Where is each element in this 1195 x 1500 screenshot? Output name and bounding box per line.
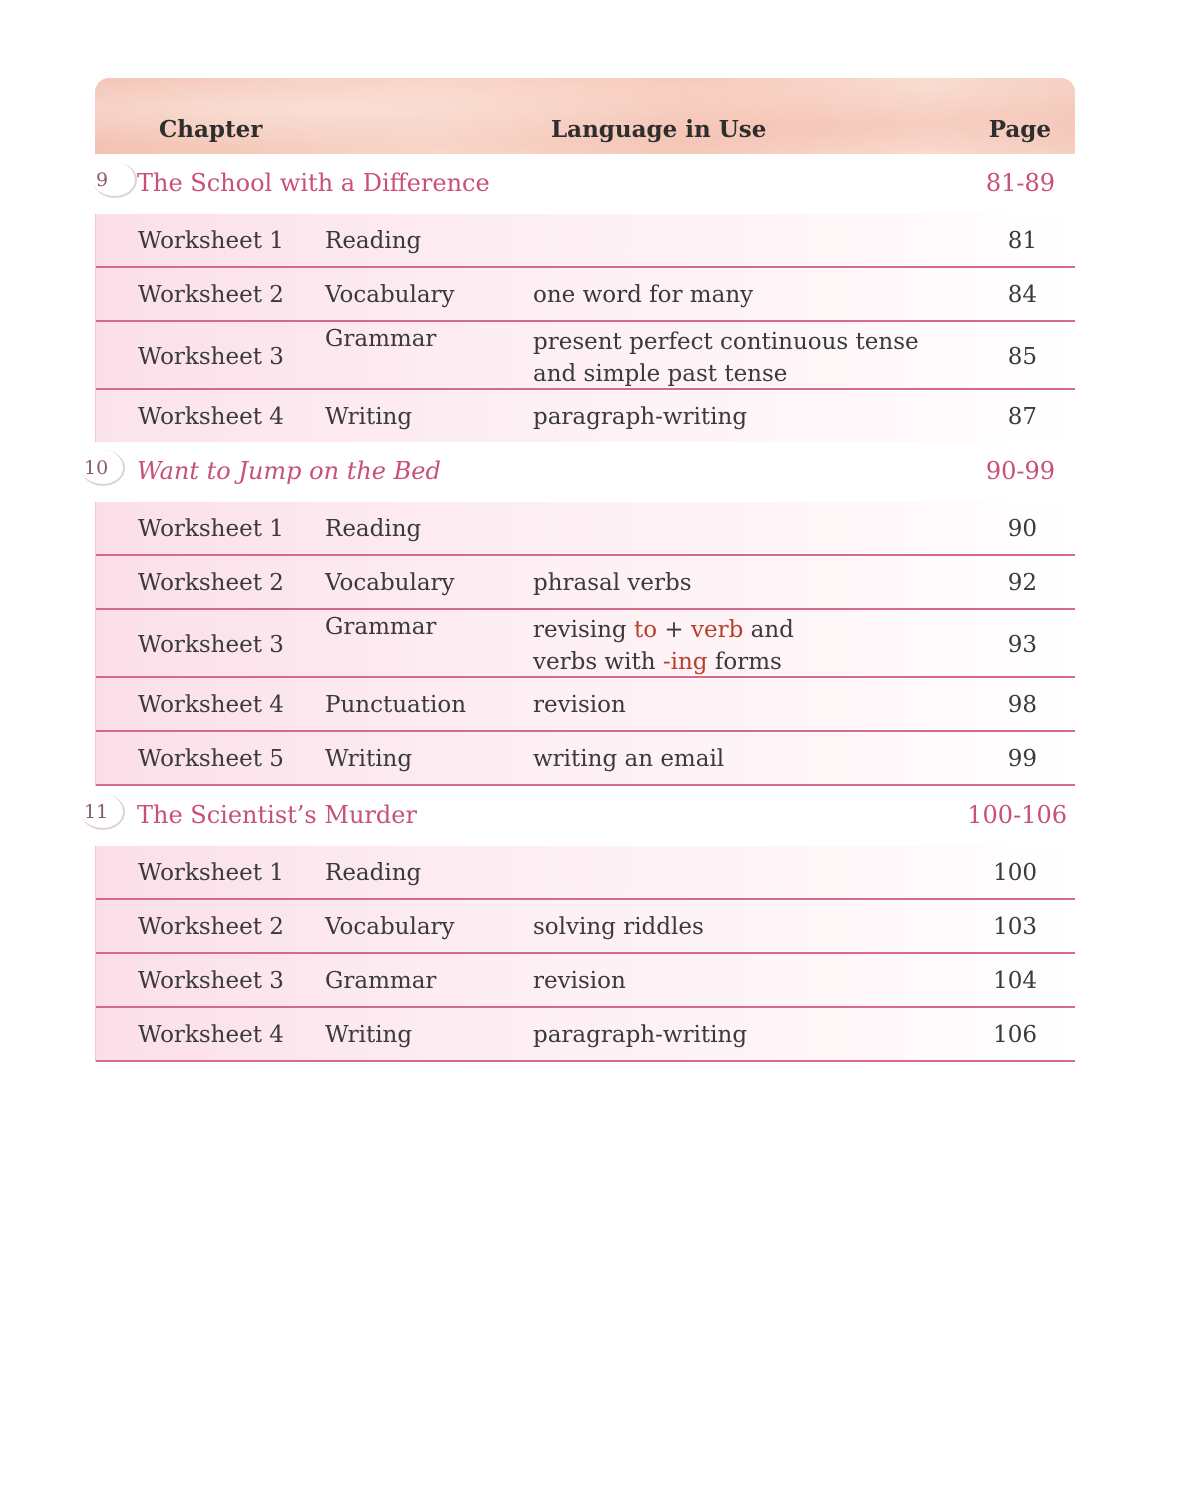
language-topic [533, 614, 794, 678]
language-topic [533, 326, 919, 390]
chapter-title: Want to Jump on the Bed [137, 457, 441, 485]
page-number: 90 [1007, 516, 1037, 542]
topic-text: and [743, 617, 794, 643]
skill-label: Grammar [325, 614, 437, 640]
skill-label: Vocabulary [325, 914, 455, 940]
toc-header [95, 78, 1075, 154]
language-topic: revision [533, 968, 626, 994]
worksheet-label: Worksheet 2 [138, 570, 284, 596]
table-of-contents [84, 78, 1075, 1062]
worksheet-list [95, 214, 1075, 442]
chapter-title: The Scientist’s Murder [137, 801, 417, 829]
worksheet-row[interactable] [96, 268, 1075, 322]
page-number: 84 [1007, 282, 1037, 308]
skill-label: Writing [325, 1022, 413, 1048]
page-number: 104 [993, 968, 1037, 994]
worksheet-label: Worksheet 4 [138, 1022, 284, 1048]
worksheet-label: Worksheet 4 [138, 404, 284, 430]
worksheet-row[interactable] [96, 1008, 1075, 1062]
topic-text: forms [707, 649, 782, 675]
worksheet-row[interactable] [96, 954, 1075, 1008]
chapter-pages: 81-89 [985, 169, 1055, 197]
page-number: 85 [1007, 344, 1037, 370]
worksheet-list [95, 502, 1075, 786]
highlight-term: -ing [662, 649, 708, 675]
worksheet-row[interactable] [96, 610, 1075, 678]
language-topic: writing an email [533, 746, 725, 772]
page-number: 106 [993, 1022, 1037, 1048]
skill-label: Punctuation [325, 692, 467, 718]
worksheet-list [95, 846, 1075, 1062]
chapter-number: 10 [81, 450, 125, 486]
page-number: 87 [1007, 404, 1037, 430]
header-chapter: Chapter [159, 116, 263, 143]
chapter-pages: 100-106 [967, 801, 1067, 829]
worksheet-row[interactable] [96, 502, 1075, 556]
chapter-number: 11 [81, 794, 125, 830]
chapter-heading[interactable] [95, 154, 1075, 214]
worksheet-label: Worksheet 2 [138, 282, 284, 308]
skill-label: Reading [325, 228, 422, 254]
worksheet-row[interactable] [96, 214, 1075, 268]
worksheet-row[interactable] [96, 322, 1075, 390]
header-language-in-use: Language in Use [551, 116, 767, 143]
language-topic: paragraph-writing [533, 404, 748, 430]
topic-line: and simple past tense [533, 361, 788, 387]
chapter-heading[interactable] [84, 442, 1075, 502]
worksheet-row[interactable] [96, 900, 1075, 954]
worksheet-label: Worksheet 5 [138, 746, 284, 772]
worksheet-row[interactable] [96, 732, 1075, 786]
skill-label: Vocabulary [325, 570, 455, 596]
chapter-title: The School with a Difference [137, 169, 490, 197]
worksheet-label: Worksheet 1 [138, 860, 284, 886]
worksheet-row[interactable] [96, 390, 1075, 442]
worksheet-label: Worksheet 3 [138, 344, 284, 370]
skill-label: Grammar [325, 968, 437, 994]
chapter-number: 9 [93, 162, 137, 198]
skill-label: Vocabulary [325, 282, 455, 308]
language-topic: one word for many [533, 282, 754, 308]
worksheet-label: Worksheet 3 [138, 632, 284, 658]
skill-label: Reading [325, 860, 422, 886]
topic-text: verbs with [533, 649, 663, 675]
skill-label: Reading [325, 516, 422, 542]
page-number: 92 [1007, 570, 1037, 596]
highlight-term: verb [690, 617, 744, 643]
language-topic: solving riddles [533, 914, 704, 940]
worksheet-label: Worksheet 1 [138, 228, 284, 254]
language-topic: phrasal verbs [533, 570, 692, 596]
page-number: 99 [1007, 746, 1037, 772]
worksheet-row[interactable] [96, 846, 1075, 900]
worksheet-row[interactable] [96, 556, 1075, 610]
worksheet-row[interactable] [96, 678, 1075, 732]
language-topic: paragraph-writing [533, 1022, 748, 1048]
chapter-heading[interactable] [84, 786, 1075, 846]
worksheet-label: Worksheet 4 [138, 692, 284, 718]
topic-text: revising [533, 617, 634, 643]
page-number: 100 [993, 860, 1037, 886]
skill-label: Grammar [325, 326, 437, 352]
skill-label: Writing [325, 746, 413, 772]
page-number: 103 [993, 914, 1037, 940]
header-page: Page [988, 116, 1051, 143]
page-number: 98 [1007, 692, 1037, 718]
topic-text: + [657, 617, 691, 643]
chapter-pages: 90-99 [985, 457, 1055, 485]
language-topic: revision [533, 692, 626, 718]
worksheet-label: Worksheet 3 [138, 968, 284, 994]
worksheet-label: Worksheet 1 [138, 516, 284, 542]
page-number: 81 [1007, 228, 1037, 254]
skill-label: Writing [325, 404, 413, 430]
highlight-term: to [633, 617, 658, 643]
topic-line: present perfect continuous tense [533, 329, 919, 355]
page-number: 93 [1007, 632, 1037, 658]
worksheet-label: Worksheet 2 [138, 914, 284, 940]
